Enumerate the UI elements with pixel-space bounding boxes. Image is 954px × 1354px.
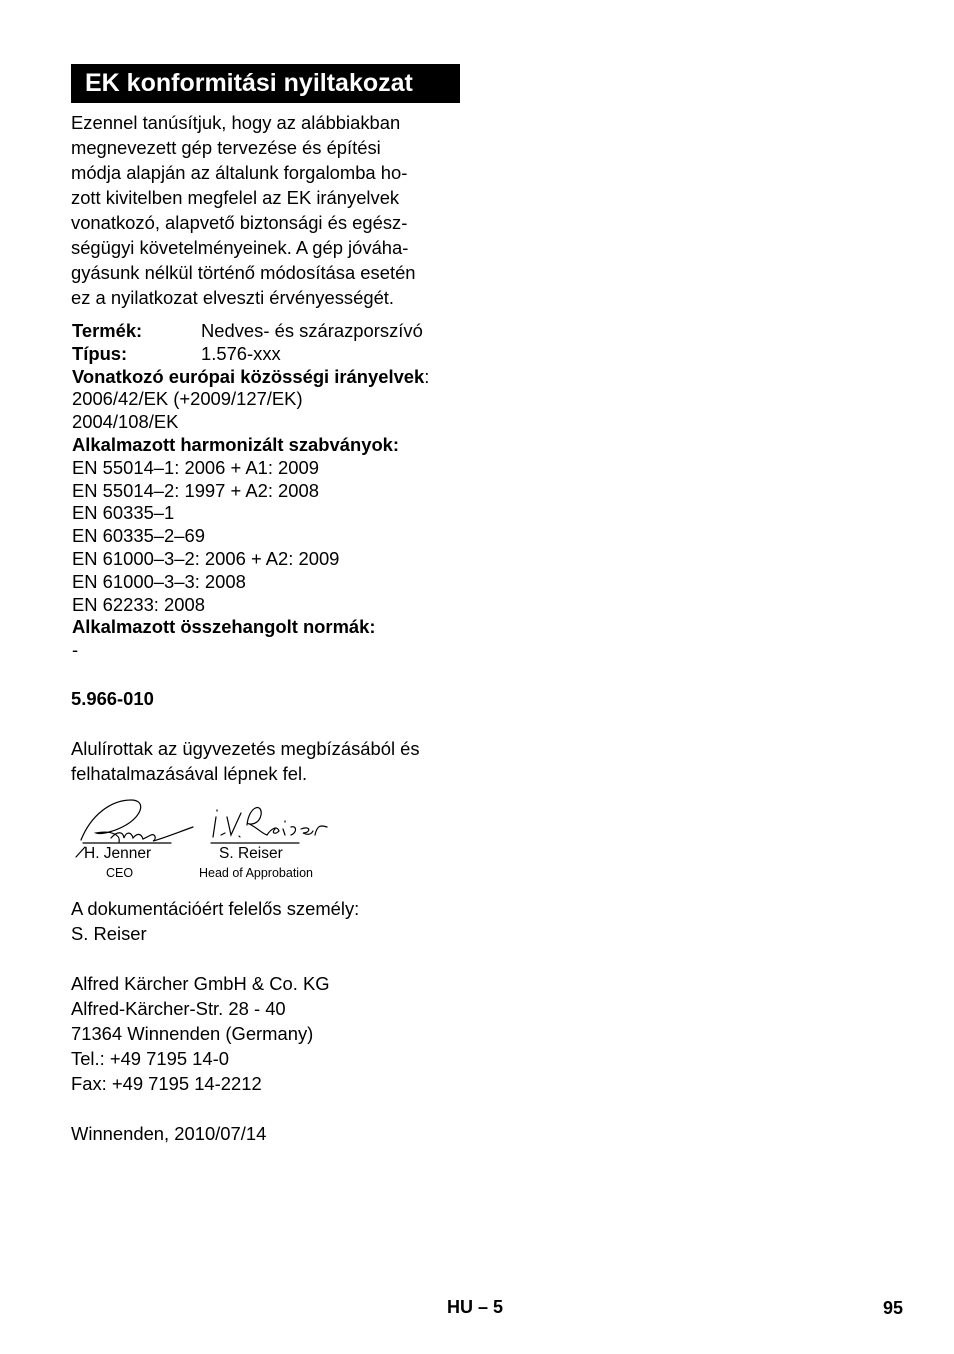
directives-heading-line [72,366,472,389]
standard-item: EN 60335–2–69 [72,525,205,547]
directives-heading: Vonatkozó európai közösségi irányelvek [72,365,425,387]
standard-item: EN 55014–1: 2006 + A1: 2009 [72,456,319,478]
authorization-line: felhatalmazásával lépnek fel. [71,763,308,784]
intro-line: módja alapján az általunk forgalomba ho- [71,162,408,183]
page-number: 95 [883,1298,904,1318]
company-line: 71364 Winnenden (Germany) [71,1023,314,1044]
product-row [72,320,472,343]
signatory-role: Head of Approbation [199,866,313,880]
intro-line: megnevezett gép tervezése és építési [71,137,381,158]
standard-item: EN 62233: 2008 [72,593,205,615]
reiser-signature [213,808,327,837]
company-address [71,971,471,1096]
page-title: EK konformitási nyiltakozat [71,64,460,103]
authorization-line: Alulírottak az ügyvezetés megbízásából és [71,738,420,759]
company-line: Alfred-Kärcher-Str. 28 - 40 [71,998,286,1019]
company-line: Tel.: +49 7195 14-0 [71,1048,229,1069]
specification-block [72,320,472,662]
directive-item: 2004/108/EK [72,411,179,433]
signatory-name: H. Jenner [84,845,152,862]
authorization-paragraph [71,736,471,786]
product-label: Termék: [72,320,143,341]
standard-item: EN 60335–1 [72,502,175,524]
intro-line: ez a nyilatkozat elveszti érvényességét. [71,287,395,308]
intro-paragraph [71,110,471,310]
directives-colon: : [424,365,430,387]
directive-item: 2006/42/EK (+2009/127/EK) [72,388,303,410]
place-date: Winnenden, 2010/07/14 [71,1123,267,1144]
documentation-block [71,896,471,946]
standard-item: EN 61000–3–3: 2008 [72,570,246,592]
standard-item: EN 61000–3–2: 2006 + A2: 2009 [72,547,340,569]
company-line: Alfred Kärcher GmbH & Co. KG [71,973,330,994]
intro-line: vonatkozó, alapvető biztonsági és egész- [71,212,408,233]
norms-value: - [72,639,79,661]
standards-heading: Alkalmazott harmonizált szabványok: [72,433,400,455]
intro-line: Ezennel tanúsítjuk, hogy az alábbiakban [71,112,401,133]
footer-section: HU – 5 [447,1297,504,1317]
type-value: 1.576-xxx [201,342,281,364]
jenner-signature [81,800,193,842]
documentation-label: A dokumentációért felelős személy: [71,898,360,919]
part-number: 5.966-010 [71,688,154,709]
norms-heading: Alkalmazott összehangolt normák: [72,616,376,638]
intro-line: gyásunk nélkül történő módosítása esetén [71,262,416,283]
signature-block [71,795,371,885]
type-row [72,343,472,366]
intro-line: zott kivitelben megfelel az EK irányelvek [71,187,400,208]
intro-line: ségügyi követelményeinek. A gép jóváha- [71,237,409,258]
signatory-name: S. Reiser [219,845,283,862]
signatory-role: CEO [106,866,134,880]
type-label: Típus: [72,342,128,364]
product-value: Nedves- és szárazporszívó [201,320,423,341]
documentation-person: S. Reiser [71,923,147,944]
standard-item: EN 55014–2: 1997 + A2: 2008 [72,479,319,501]
company-line: Fax: +49 7195 14-2212 [71,1073,262,1094]
